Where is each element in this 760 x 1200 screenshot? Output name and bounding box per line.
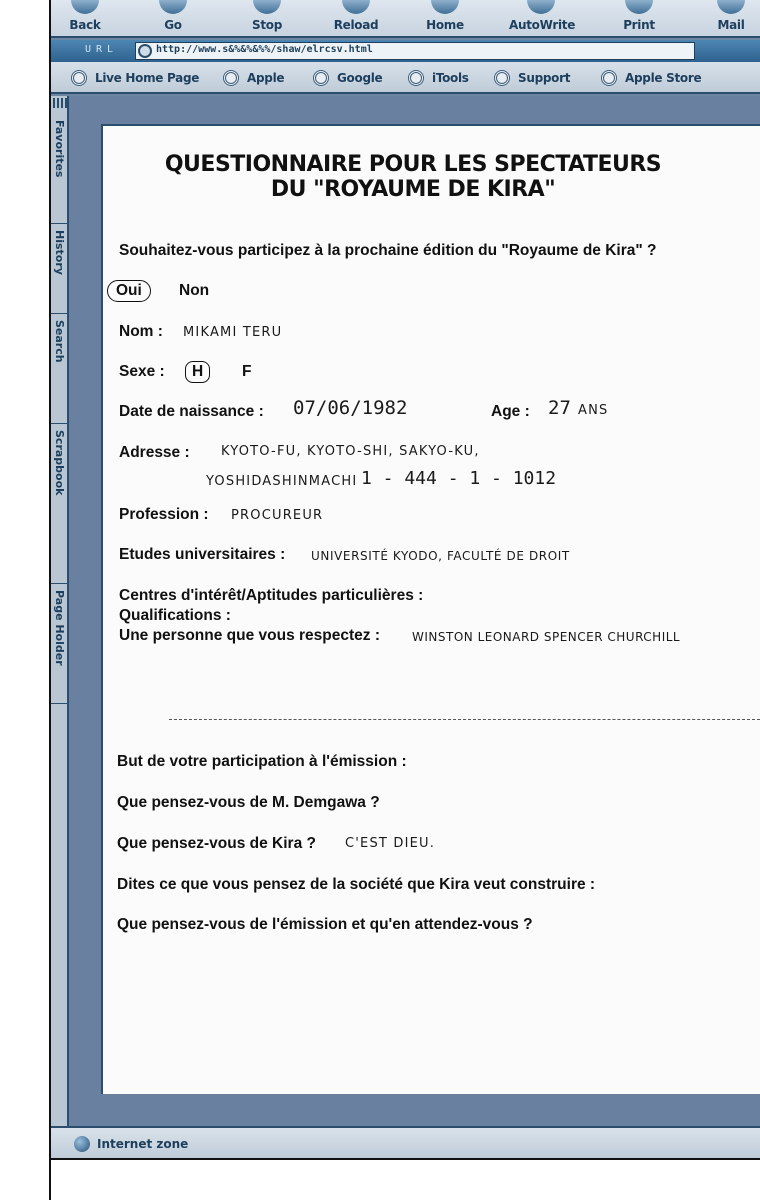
kira-label: Que pensez-vous de Kira ? bbox=[117, 835, 316, 852]
status-bar bbox=[51, 1126, 760, 1158]
purpose-label: But de votre participation à l'émission : bbox=[117, 753, 407, 770]
bookmark-icon bbox=[223, 70, 239, 86]
content-frame bbox=[69, 96, 760, 1126]
url-input[interactable] bbox=[135, 42, 695, 60]
interests-label: Centres d'intérêt/Aptitudes particulières : bbox=[119, 587, 424, 604]
address-line2[interactable]: YOSHIDASHINMACHI bbox=[206, 474, 358, 489]
sex-label: Sexe : bbox=[119, 363, 165, 380]
birth-date-value[interactable]: 07/06/1982 bbox=[293, 397, 408, 419]
favorite-google[interactable]: Google bbox=[313, 69, 382, 87]
respect-label: Une personne que vous respectez : bbox=[119, 627, 380, 644]
sidebar-tab-page-holder[interactable]: Page Holder bbox=[51, 584, 69, 704]
address-label: Adresse : bbox=[119, 444, 190, 461]
studies-value[interactable]: UNIVERSITÉ KYODO, FACULTÉ DE DROIT bbox=[311, 549, 570, 563]
reload-button[interactable]: Reload bbox=[324, 0, 388, 36]
go-button[interactable]: Go bbox=[141, 0, 205, 36]
home-icon bbox=[431, 0, 459, 14]
internet-zone-icon bbox=[74, 1136, 90, 1152]
bookmark-icon bbox=[313, 70, 329, 86]
profession-value[interactable]: PROCUREUR bbox=[231, 508, 324, 523]
respect-value[interactable]: WINSTON LEONARD SPENCER CHURCHILL bbox=[412, 630, 681, 644]
home-button[interactable]: Home bbox=[413, 0, 477, 36]
back-button[interactable]: Back bbox=[53, 0, 117, 36]
address-bar bbox=[51, 40, 760, 62]
age-value[interactable]: 27 bbox=[548, 397, 571, 419]
kira-value[interactable]: C'EST DIEU. bbox=[345, 836, 436, 851]
status-text: Internet zone bbox=[97, 1137, 189, 1151]
sex-h-option[interactable]: H bbox=[185, 361, 210, 383]
page-bottom-margin bbox=[51, 1158, 760, 1200]
favorite-itools[interactable]: iTools bbox=[408, 69, 469, 87]
browser-toolbar bbox=[51, 0, 760, 38]
globe-icon bbox=[138, 44, 152, 58]
web-page-view[interactable] bbox=[101, 124, 760, 1094]
favorites-bar bbox=[51, 62, 760, 94]
sidebar-tab-search[interactable]: Search bbox=[51, 314, 69, 424]
mail-icon bbox=[717, 0, 745, 14]
bookmark-icon bbox=[494, 70, 510, 86]
back-icon bbox=[71, 0, 99, 14]
show-label: Que pensez-vous de l'émission et qu'en attendez-vous ? bbox=[117, 916, 533, 933]
participate-question: Souhaitez-vous participez à la prochaine édition du "Royaume de Kira" ? bbox=[119, 242, 657, 259]
form-title bbox=[103, 152, 723, 202]
autowrite-button[interactable]: AutoWrite bbox=[509, 0, 573, 36]
favorite-apple-store[interactable]: Apple Store bbox=[601, 69, 701, 87]
address-line1[interactable]: KYOTO-FU, KYOTO-SHI, SAKYO-KU, bbox=[221, 444, 480, 459]
name-value[interactable]: MIKAMI TERU bbox=[183, 325, 283, 340]
qualifications-label: Qualifications : bbox=[119, 607, 231, 624]
birth-date-label: Date de naissance : bbox=[119, 403, 264, 420]
browser-window bbox=[51, 0, 760, 1158]
form-title-line2: DU "ROYAUME DE KIRA" bbox=[270, 177, 556, 202]
sidebar-tab-history[interactable]: History bbox=[51, 224, 69, 314]
sex-f-option[interactable]: F bbox=[242, 363, 252, 380]
explorer-sidebar bbox=[51, 96, 69, 1126]
sidebar-tab-scrapbook[interactable]: Scrapbook bbox=[51, 424, 69, 584]
autowrite-icon bbox=[527, 0, 555, 14]
mail-button[interactable]: Mail bbox=[703, 0, 759, 36]
url-label: URL bbox=[85, 44, 119, 55]
questionnaire-form bbox=[103, 126, 760, 1094]
bookmark-icon bbox=[71, 70, 87, 86]
age-unit: ANS bbox=[578, 403, 609, 418]
favorite-support[interactable]: Support bbox=[494, 69, 570, 87]
name-label: Nom : bbox=[119, 323, 163, 340]
sidebar-tab-favorites[interactable]: Favorites bbox=[51, 114, 69, 224]
society-label: Dites ce que vous pensez de la société que Kira veut construire : bbox=[117, 876, 596, 893]
sidebar-grip-icon[interactable] bbox=[53, 98, 67, 108]
stop-button[interactable]: Stop bbox=[235, 0, 299, 36]
favorite-apple[interactable]: Apple bbox=[223, 69, 284, 87]
bookmark-icon bbox=[601, 70, 617, 86]
age-label: Age : bbox=[491, 403, 530, 420]
print-button[interactable]: Print bbox=[607, 0, 671, 36]
go-icon bbox=[159, 0, 187, 14]
bookmark-icon bbox=[408, 70, 424, 86]
answer-no-option[interactable]: Non bbox=[179, 282, 210, 299]
profession-label: Profession : bbox=[119, 506, 209, 523]
section-divider bbox=[169, 719, 760, 720]
form-title-line1: QUESTIONNAIRE POUR LES SPECTATEURS bbox=[164, 152, 662, 177]
reload-icon bbox=[342, 0, 370, 14]
print-icon bbox=[625, 0, 653, 14]
url-text: http://www.s&%&%&%%/shaw/elrcsv.html bbox=[156, 44, 373, 55]
studies-label: Etudes universitaires : bbox=[119, 546, 286, 563]
favorite-live-home-page[interactable]: Live Home Page bbox=[71, 69, 199, 87]
demegawa-label: Que pensez-vous de M. Demgawa ? bbox=[117, 794, 380, 811]
address-number[interactable]: 1 - 444 - 1 - 1012 bbox=[361, 468, 557, 489]
stop-icon bbox=[253, 0, 281, 14]
answer-yes-option[interactable]: Oui bbox=[107, 280, 151, 302]
